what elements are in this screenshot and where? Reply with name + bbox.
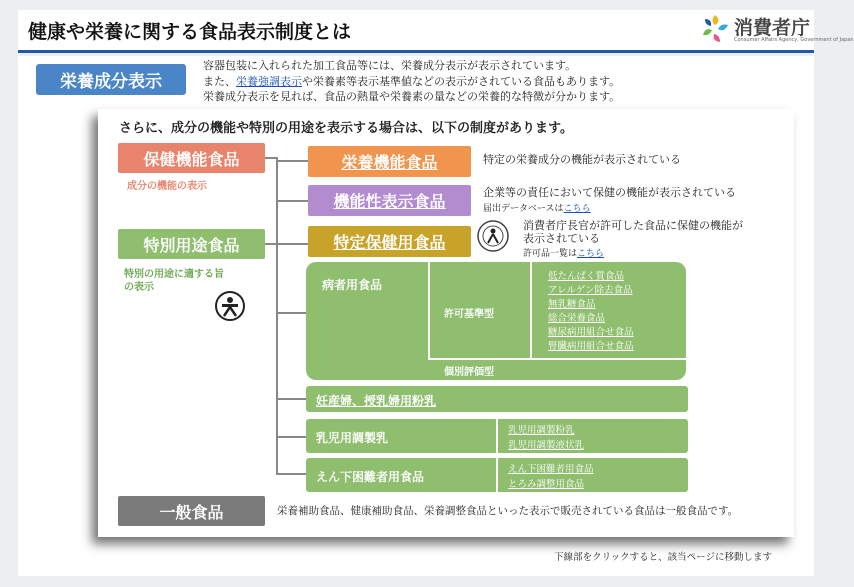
footnote: 下線部をクリックすると、該当ページに移動します — [554, 552, 772, 563]
nyuji-item-0[interactable]: 乳児用調製粉乳 — [508, 425, 575, 436]
byosha-item-2[interactable]: 無乳糖食品 — [548, 299, 596, 310]
byosha-box — [306, 262, 686, 380]
nyuji-item-1[interactable]: 乳児用調製液状乳 — [508, 440, 585, 451]
byosha-item-0[interactable]: 低たんぱく質食品 — [548, 271, 625, 282]
connector-line — [276, 398, 306, 400]
ninsanpu-title[interactable]: 妊産婦、授乳婦用粉乳 — [316, 394, 437, 408]
page-title: 健康や栄養に関する食品表示制度とは — [28, 21, 352, 43]
divider — [428, 262, 430, 360]
kinou-desc: 企業等の責任において保健の機能が表示されている — [483, 186, 736, 199]
tokutei-list-link[interactable]: こちら — [577, 249, 605, 259]
tokubetsu-mark-icon — [214, 290, 246, 322]
kinou-db-pre: 届出データベースは — [483, 204, 564, 214]
kyoka-kijun-label: 許可基準型 — [444, 309, 494, 320]
byosha-title: 病者用食品 — [322, 278, 383, 292]
divider — [428, 358, 686, 360]
tokutei-list-pre: 許可品一覧は — [523, 249, 578, 259]
connector-line — [276, 312, 306, 314]
ninsanpu-box[interactable] — [306, 386, 688, 412]
enge-item-1[interactable]: とろみ調整用食品 — [508, 479, 585, 490]
kinousei-box[interactable]: 機能性表示食品 — [308, 185, 471, 216]
connector-line — [276, 243, 278, 475]
nyuji-box — [306, 419, 688, 453]
caa-logo-icon — [700, 13, 730, 45]
tokubetsu-sublabel-2: の表示 — [124, 282, 154, 293]
connector-line — [276, 200, 308, 202]
tokutei-desc-2: 表示されている — [523, 232, 600, 245]
hoken-kinou-box: 保健機能食品 — [118, 143, 265, 173]
nutrition-emphasis-link[interactable]: 栄養強調表示 — [236, 74, 302, 88]
logo-text: 消費者庁 — [734, 17, 811, 39]
nutrition-line-2-post: や栄養素等表示基準値などの表示がされている食品もあります。 — [302, 74, 621, 88]
connector-line — [276, 436, 306, 438]
title-bar — [18, 10, 854, 53]
nutrition-line-2 — [203, 74, 620, 90]
nutrition-description — [203, 58, 620, 105]
tokubetsu-sublabel — [124, 268, 224, 294]
kinou-db-line — [483, 201, 591, 214]
divider — [496, 419, 498, 453]
byosha-item-1[interactable]: アレルゲン除去食品 — [548, 285, 633, 296]
logo-subtext: Consumer Affairs Agency, Government of Japan — [734, 37, 854, 43]
tokubetsu-yoto-box: 特別用途食品 — [118, 229, 265, 259]
nyuji-title: 乳児用調製乳 — [316, 431, 389, 445]
tokubetsu-sublabel-1: 特別の用途に適する旨 — [124, 269, 224, 280]
tokutei-desc — [523, 219, 743, 245]
eiyo-desc: 特定の栄養成分の機能が表示されている — [483, 153, 681, 166]
caa-logo — [700, 11, 854, 47]
connector-line — [265, 243, 308, 245]
diagram-heading: さらに、成分の機能や特別の用途を表示する場合は、以下の制度があります。 — [119, 121, 573, 136]
tokutei-list-line — [523, 246, 604, 259]
enge-title: えん下困難者用食品 — [316, 470, 425, 484]
divider — [530, 262, 532, 360]
connector-line — [276, 473, 306, 475]
tokutei-desc-1: 消費者庁長官が許可した食品に保健の機能が — [523, 219, 743, 232]
byosha-item-3[interactable]: 総合栄養食品 — [548, 313, 606, 324]
divider — [496, 458, 498, 492]
byosha-item-4[interactable]: 糖尿病用組合せ食品 — [548, 327, 634, 338]
nutrition-label-badge: 栄養成分表示 — [36, 64, 186, 95]
kinou-db-link[interactable]: こちら — [563, 204, 591, 214]
byosha-item-5[interactable]: 腎臓病用組合せ食品 — [548, 341, 634, 352]
nutrition-line-2-pre: また、 — [203, 74, 236, 88]
tokuho-mark-icon — [476, 219, 510, 253]
ippan-desc: 栄養補助食品、健康補助食品、栄養調整食品といった表示で販売されている食品は一般食品です。 — [277, 505, 739, 517]
tokutei-hoken-box[interactable]: 特定保健用食品 — [308, 226, 471, 257]
enge-item-0[interactable]: えん下困難者用食品 — [508, 464, 594, 475]
kobetsu-hyoka-label: 個別評価型 — [444, 367, 494, 378]
eiyo-kinou-box[interactable]: 栄養機能食品 — [308, 146, 471, 177]
connector-line — [276, 160, 308, 162]
enge-box — [306, 458, 688, 492]
hoken-sublabel: 成分の機能の表示 — [127, 181, 207, 192]
ippan-box: 一般食品 — [118, 496, 265, 526]
nutrition-line-1: 容器包装に入れられた加工食品等には、栄養成分表示が表示されています。 — [203, 59, 577, 72]
nutrition-line-3: 栄養成分表示を見れば、食品の熱量や栄養素の量などの栄養的な特徴が分かります。 — [203, 90, 621, 103]
